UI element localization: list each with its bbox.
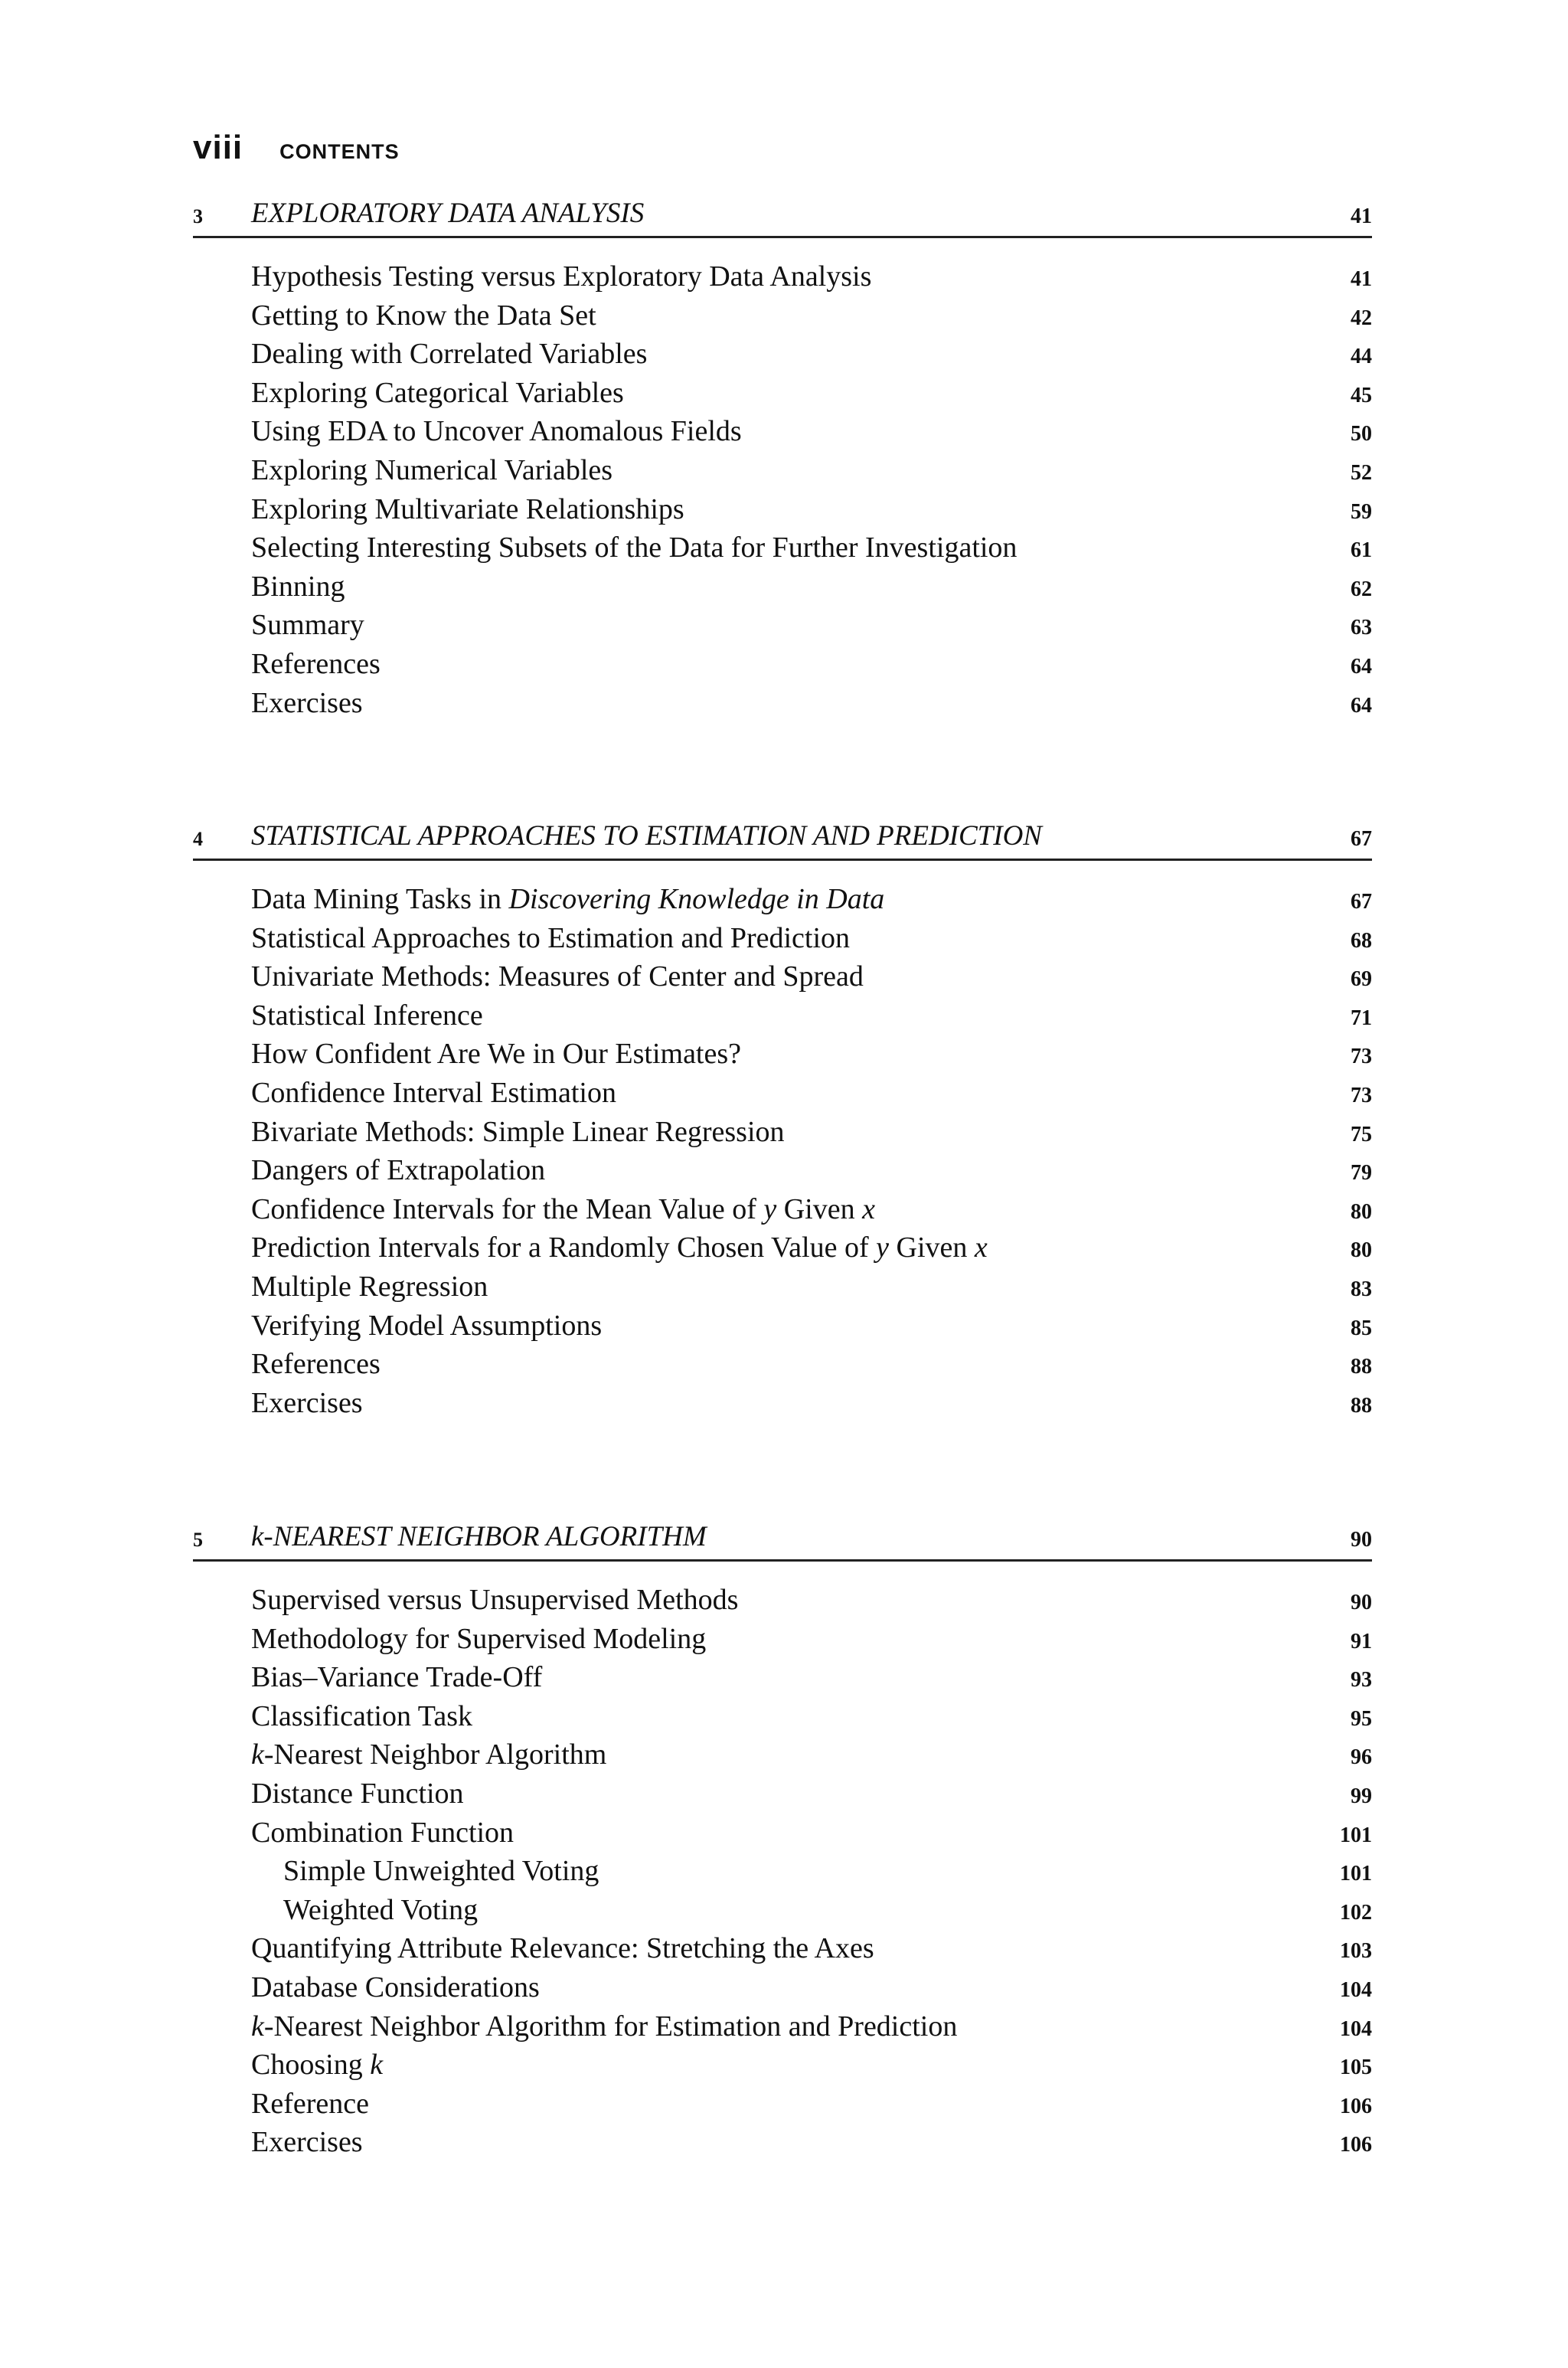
chapter-number: 3 xyxy=(193,205,203,227)
toc-entry xyxy=(193,529,1372,568)
entry-title xyxy=(251,882,884,916)
chapter-title: k-NEAREST NEIGHBOR ALGORITHM xyxy=(251,1521,707,1552)
toc-entry xyxy=(193,2008,1372,2047)
toc-entry xyxy=(193,685,1372,724)
entry-title xyxy=(251,921,850,955)
entry-title xyxy=(251,299,596,332)
entry-page-number: 101 xyxy=(1340,1862,1372,1886)
entry-title xyxy=(251,1076,616,1110)
entry-title xyxy=(251,999,483,1032)
toc-entry xyxy=(193,1191,1372,1230)
toc-entry xyxy=(193,374,1372,414)
entry-title-text: Quantifying Attribute Relevance: Stretching the Axes xyxy=(251,1932,874,1965)
entry-title xyxy=(251,608,364,642)
entry-page-number: 50 xyxy=(1351,422,1372,446)
toc-entry xyxy=(193,1581,1372,1621)
toc-entry xyxy=(193,607,1372,646)
toc-entry xyxy=(193,1775,1372,1814)
entry-title xyxy=(251,453,612,487)
entry-title-text: Confidence Interval Estimation xyxy=(251,1076,616,1109)
toc-entry xyxy=(193,1621,1372,1660)
entry-page-number: 61 xyxy=(1351,538,1372,563)
entry-title xyxy=(251,686,363,720)
entry-title-text: Weighted Voting xyxy=(283,1893,479,1926)
section-list xyxy=(193,1581,1372,2163)
entry-title-text: Reference xyxy=(251,2087,369,2120)
entry-page-number: 88 xyxy=(1351,1393,1372,1418)
entry-title xyxy=(251,1777,464,1810)
entry-title xyxy=(251,1386,363,1420)
entry-page-number: 71 xyxy=(1351,1006,1372,1030)
entry-title xyxy=(251,1931,874,1965)
chapter-page-number: 41 xyxy=(1351,204,1372,228)
entry-title xyxy=(251,1270,488,1303)
toc-entry xyxy=(193,568,1372,607)
section-list xyxy=(193,258,1372,723)
entry-title xyxy=(251,1115,785,1149)
entry-page-number: 102 xyxy=(1340,1900,1372,1925)
entry-title-text: Choosing k xyxy=(251,2049,384,2082)
entry-title-text: k-Nearest Neighbor Algorithm xyxy=(251,1738,607,1771)
toc-entry xyxy=(193,1307,1372,1346)
entry-page-number: 90 xyxy=(1351,1591,1372,1614)
entry-page-number: 101 xyxy=(1340,1823,1372,1847)
entry-page-number: 93 xyxy=(1351,1668,1372,1693)
entry-page-number: 64 xyxy=(1351,654,1372,679)
toc-entry xyxy=(193,2046,1372,2085)
toc-subentry xyxy=(193,1853,1372,1892)
entry-page-number: 73 xyxy=(1351,1045,1372,1069)
entry-title-text: Dangers of Extrapolation xyxy=(251,1154,546,1187)
entry-title-text: Supervised versus Unsupervised Methods xyxy=(251,1584,739,1616)
toc-entry xyxy=(193,491,1372,530)
entry-title-text: Combination Function xyxy=(251,1816,514,1849)
toc-entry xyxy=(193,297,1372,336)
entry-title xyxy=(251,1699,472,1733)
entry-title xyxy=(251,376,624,410)
chapter-number: 5 xyxy=(193,1529,203,1551)
entry-page-number: 95 xyxy=(1351,1706,1372,1731)
toc-entry xyxy=(193,258,1372,297)
entry-title xyxy=(251,260,871,293)
entry-title-text: Exploring Numerical Variables xyxy=(251,453,613,486)
entry-page-number: 73 xyxy=(1351,1083,1372,1107)
entry-page-number: 59 xyxy=(1351,499,1372,524)
entry-page-number: 75 xyxy=(1351,1122,1372,1146)
entry-page-number: 80 xyxy=(1351,1238,1372,1263)
entry-title-text: Exploring Multivariate Relationships xyxy=(251,492,684,525)
entry-title xyxy=(251,2125,363,2159)
toc-entry xyxy=(193,646,1372,685)
entry-page-number: 105 xyxy=(1340,2056,1372,2080)
toc-entry xyxy=(193,997,1372,1036)
entry-page-number: 42 xyxy=(1351,306,1372,330)
entry-title xyxy=(251,1231,988,1264)
entry-page-number: 104 xyxy=(1340,2016,1372,2041)
entry-title-text: Univariate Methods: Measures of Center and Spread xyxy=(251,960,864,993)
entry-title-text: Database Considerations xyxy=(251,1971,540,2003)
entry-title xyxy=(251,1347,381,1381)
chapter-heading xyxy=(193,195,1372,238)
entry-title xyxy=(251,1622,706,1656)
chapter-title: EXPLORATORY DATA ANALYSIS xyxy=(251,198,645,229)
entry-title-text: Methodology for Supervised Modeling xyxy=(251,1622,707,1655)
entry-title-text: Getting to Know the Data Set xyxy=(251,299,596,332)
entry-title xyxy=(251,1738,606,1771)
entry-title xyxy=(251,337,647,371)
entry-title xyxy=(251,1037,741,1071)
entry-page-number: 67 xyxy=(1351,890,1372,914)
entry-page-number: 64 xyxy=(1351,693,1372,718)
entry-page-number: 96 xyxy=(1351,1745,1372,1770)
entry-page-number: 68 xyxy=(1351,928,1372,953)
entry-title-text: Selecting Interesting Subsets of the Data for Further Investigation xyxy=(251,531,1018,564)
entry-title xyxy=(251,1583,738,1617)
toc-entry xyxy=(193,2085,1372,2124)
entry-title-text: Summary xyxy=(251,609,364,642)
chapter-section xyxy=(193,1518,1372,2163)
entry-title xyxy=(251,2087,369,2121)
entry-title-text: Exercises xyxy=(251,686,363,719)
entry-page-number: 106 xyxy=(1340,2133,1372,2157)
chapter-number: 4 xyxy=(193,828,203,850)
entry-title xyxy=(251,492,684,526)
running-head xyxy=(193,129,400,175)
chapter-title: STATISTICAL APPROACHES TO ESTIMATION AND PREDICTION xyxy=(251,820,1042,852)
entry-title xyxy=(283,1893,478,1927)
toc-entry xyxy=(193,452,1372,491)
entry-page-number: 79 xyxy=(1351,1161,1372,1186)
entry-title-text: Verifying Model Assumptions xyxy=(251,1309,603,1342)
entry-page-number: 44 xyxy=(1351,345,1372,369)
toc-entry xyxy=(193,1736,1372,1775)
entry-title-text: Hypothesis Testing versus Exploratory Data Analysis xyxy=(251,260,872,293)
entry-title-text: k-Nearest Neighbor Algorithm for Estimation and Prediction xyxy=(251,2010,958,2043)
toc-entry xyxy=(193,1229,1372,1268)
entry-title xyxy=(251,1192,875,1226)
entry-title xyxy=(251,1660,542,1694)
toc-entry xyxy=(193,1268,1372,1307)
chapter-section xyxy=(193,817,1372,1423)
chapter-section xyxy=(193,195,1372,723)
toc-entry xyxy=(193,1930,1372,1969)
toc-entry xyxy=(193,335,1372,374)
entry-title-text: Prediction Intervals for a Randomly Chosen Value of y Given x xyxy=(251,1231,988,1264)
entry-title-text: Bivariate Methods: Simple Linear Regression xyxy=(251,1115,785,1148)
entry-title-text: Binning xyxy=(251,570,345,603)
entry-title xyxy=(251,647,381,681)
entry-page-number: 91 xyxy=(1351,1629,1372,1653)
entry-title xyxy=(251,570,345,603)
entry-title xyxy=(251,1816,514,1850)
toc-entry xyxy=(193,2124,1372,2163)
entry-title xyxy=(283,1854,599,1888)
toc-entry xyxy=(193,1346,1372,1385)
entry-title-text: Data Mining Tasks in xyxy=(251,883,509,915)
running-head-title: CONTENTS xyxy=(279,140,400,163)
entry-title-text: Classification Task xyxy=(251,1699,472,1732)
section-list xyxy=(193,881,1372,1423)
toc-entry xyxy=(193,1659,1372,1698)
toc-entry xyxy=(193,958,1372,997)
chapter-heading xyxy=(193,817,1372,861)
toc-entry xyxy=(193,413,1372,452)
toc-entry xyxy=(193,1814,1372,1853)
entry-title-text: References xyxy=(251,647,381,680)
page-folio: viii xyxy=(193,129,243,166)
entry-title xyxy=(251,960,864,993)
entry-title-text: Multiple Regression xyxy=(251,1270,488,1303)
toc-entry xyxy=(193,1969,1372,2008)
entry-page-number: 104 xyxy=(1340,1977,1372,2002)
entry-title-text: Using EDA to Uncover Anomalous Fields xyxy=(251,415,742,448)
entry-page-number: 80 xyxy=(1351,1199,1372,1224)
entry-title-text: Statistical Approaches to Estimation and Prediction xyxy=(251,921,851,954)
entry-title xyxy=(251,2048,383,2082)
entry-page-number: 41 xyxy=(1351,267,1372,291)
entry-title-text: References xyxy=(251,1348,381,1381)
entry-title-text: Dealing with Correlated Variables xyxy=(251,338,648,371)
entry-title-text: How Confident Are We in Our Estimates? xyxy=(251,1038,742,1071)
entry-title xyxy=(251,1971,540,2004)
entry-title-italic: Discovering Knowledge in Data xyxy=(508,883,885,915)
entry-title xyxy=(251,1153,545,1187)
entry-title-text: Exercises xyxy=(251,1386,363,1419)
entry-title xyxy=(251,414,742,448)
toc-entry xyxy=(193,1698,1372,1737)
entry-title-text: Exploring Categorical Variables xyxy=(251,376,624,409)
toc-entry xyxy=(193,881,1372,920)
entry-page-number: 99 xyxy=(1351,1784,1372,1808)
entry-page-number: 88 xyxy=(1351,1355,1372,1379)
entry-page-number: 69 xyxy=(1351,967,1372,992)
toc-entry xyxy=(193,1035,1372,1074)
entry-page-number: 83 xyxy=(1351,1277,1372,1301)
entry-page-number: 103 xyxy=(1340,1939,1372,1964)
entry-page-number: 85 xyxy=(1351,1316,1372,1340)
chapter-heading xyxy=(193,1518,1372,1562)
entry-page-number: 63 xyxy=(1351,616,1372,640)
toc-entry xyxy=(193,1385,1372,1424)
toc-entry xyxy=(193,920,1372,959)
entry-page-number: 62 xyxy=(1351,577,1372,601)
chapter-page-number: 90 xyxy=(1351,1528,1372,1552)
toc-subentry xyxy=(193,1892,1372,1931)
entry-title-text: Exercises xyxy=(251,2126,363,2159)
entry-page-number: 45 xyxy=(1351,383,1372,407)
entry-title-text: Bias–Variance Trade-Off xyxy=(251,1661,543,1694)
entry-title-text: Simple Unweighted Voting xyxy=(283,1855,599,1888)
entry-page-number: 106 xyxy=(1340,2094,1372,2118)
entry-title xyxy=(251,2010,957,2043)
toc-entry xyxy=(193,1114,1372,1153)
toc-entry xyxy=(193,1152,1372,1191)
chapter-page-number: 67 xyxy=(1351,827,1372,851)
entry-title xyxy=(251,531,1017,564)
entry-title-text: Confidence Intervals for the Mean Value of y Given x xyxy=(251,1192,875,1225)
entry-title xyxy=(251,1309,602,1343)
entry-title-text: Distance Function xyxy=(251,1777,464,1810)
entry-title-text: Statistical Inference xyxy=(251,999,483,1032)
toc-entry xyxy=(193,1074,1372,1114)
entry-page-number: 52 xyxy=(1351,460,1372,485)
